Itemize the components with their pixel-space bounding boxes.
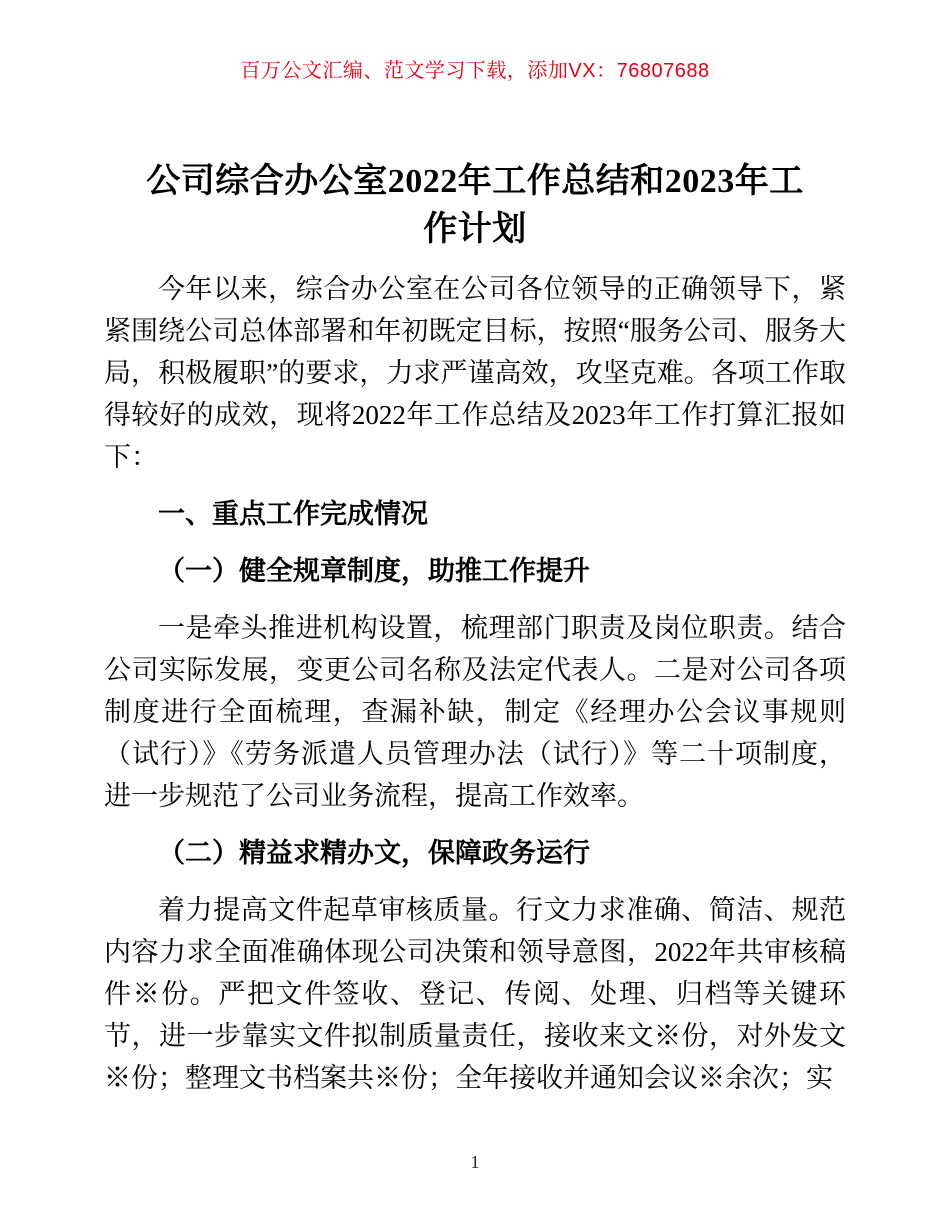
section-heading: 一、重点工作完成情况 <box>158 499 428 529</box>
document-title-line-1: 公司综合办公室2022年工作总结和2023年工 <box>146 163 804 200</box>
document-title <box>104 158 846 254</box>
body-paragraph: 今年以来，综合办公室在公司各位领导的正确领导下，紧紧围绕公司总体部署和年初既定目标，按照“服务公司、服务大局，积极履职”的要求，力求严谨高效，攻坚克难。各项工作取得较好的成效，现将2022年工作总结及2023年工作打算汇报如下： <box>104 274 846 472</box>
document-body <box>104 268 846 1114</box>
subsection-heading: （一）健全规章制度，助推工作提升 <box>158 556 590 586</box>
body-paragraph: 着力提高文件起草审核质量。行文力求准确、简洁、规范内容力求全面准确体现公司决策和领导意图，2022年共审核稿件※份。严把文件签收、登记、传阅、处理、归档等关键环节，进一步靠实文件拟制质量责任，接收来文※份，对外发文※份；整理文书档案共※份；全年接收并通知会议※余次；实 <box>104 895 846 1093</box>
body-paragraph: 一是牵头推进机构设置，梳理部门职责及岗位职责。结合公司实际发展，变更公司名称及法定代表人。二是对公司各项制度进行全面梳理，查漏补缺，制定《经理办公会议事规则（试行）》《劳务派遣人员管理办法（试行）》等二十项制度，进一步规范了公司业务流程，提高工作效率。 <box>104 613 846 811</box>
subsection-heading: （二）精益求精办文，保障政务运行 <box>158 838 590 868</box>
header-notice: 百万公文汇编、范文学习下载，添加VX：76807688 <box>240 60 710 82</box>
page-number: 1 <box>470 1152 480 1172</box>
document-title-line-2: 作计划 <box>423 211 527 248</box>
